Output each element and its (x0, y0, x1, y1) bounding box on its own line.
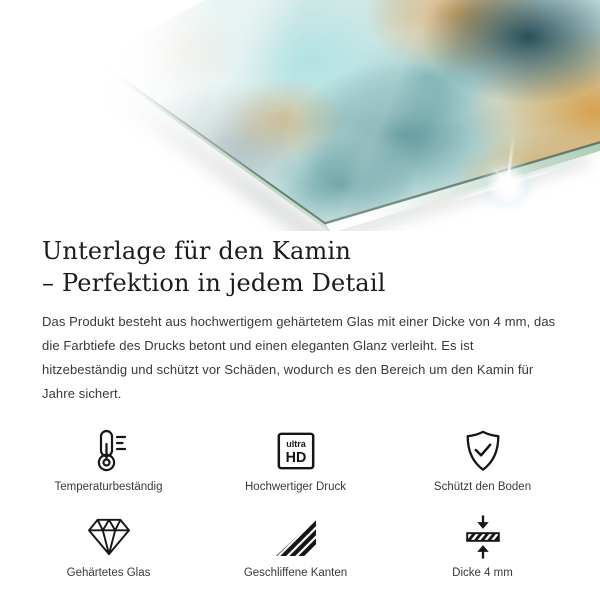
thickness-arrows-icon (461, 515, 505, 559)
page-title-line2: – Perfektion in jedem Detail (42, 269, 386, 297)
feature-label: Dicke 4 mm (452, 567, 513, 579)
ultra-hd-icon (275, 429, 317, 473)
thermometer-icon (88, 429, 130, 473)
product-photo (0, 0, 600, 231)
feature-temperature-resistant (15, 429, 202, 495)
page-title-line1: Unterlage für den Kamin (42, 237, 352, 265)
ultra-label: ultra (285, 439, 306, 450)
features-grid (15, 429, 576, 581)
feature-label: Gehärtetes Glas (66, 567, 151, 579)
feature-label: Temperaturbeständig (54, 481, 163, 493)
shield-check-icon (461, 429, 505, 473)
feature-label: Hochwertiger Druck (245, 481, 346, 493)
hd-label: HD (285, 449, 306, 466)
page-title (42, 235, 600, 299)
feature-thickness (389, 515, 576, 581)
feature-polished-edges (202, 515, 389, 581)
feature-label: Geschliffene Kanten (243, 567, 348, 579)
feature-label: Schützt den Boden (433, 481, 532, 493)
feature-tempered-glass (15, 515, 202, 581)
diamond-icon (86, 515, 132, 559)
polished-edge-icon (273, 515, 319, 559)
feature-high-quality-print (202, 429, 389, 495)
feature-protects-floor (389, 429, 576, 495)
product-description: Das Produkt besteht aus hochwertigem gehärtetem Glas mit einer Dicke von 4 mm, das die Farbtiefe des Drucks betont und einen eleganten Glanz verleiht. Es ist hitzebeständig und schützt vor Schäden, wodurch es den Bereich um den Kamin für Jahre sichert. (42, 314, 556, 401)
